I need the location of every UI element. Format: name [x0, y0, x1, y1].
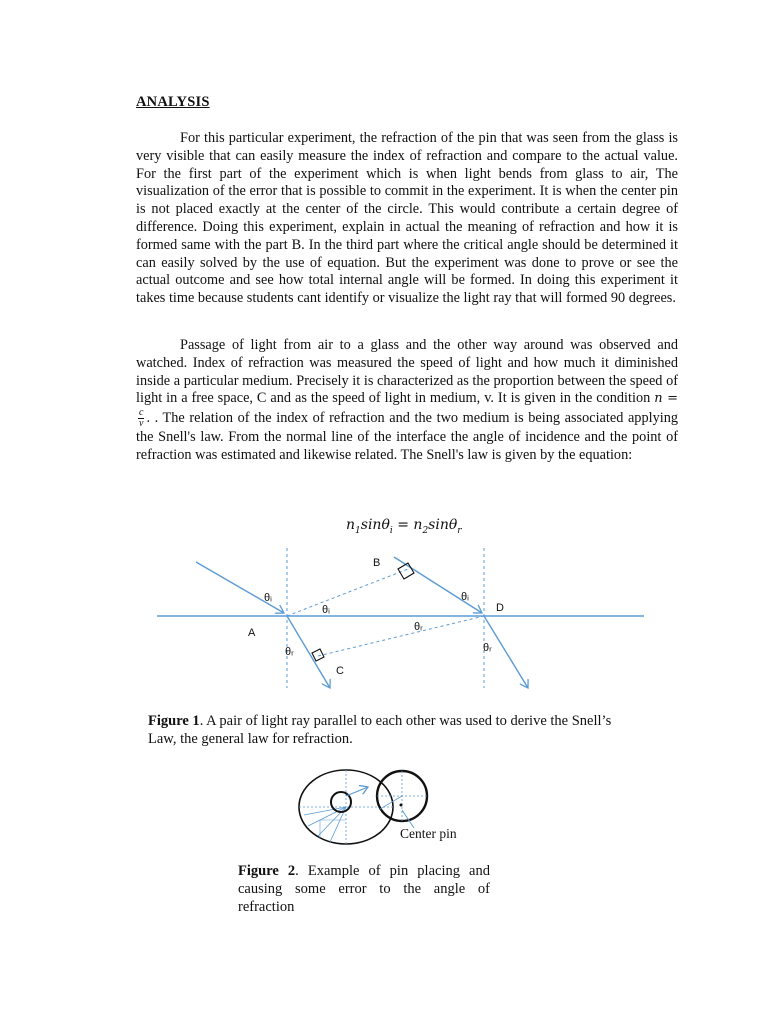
index-equation-lhs: n =: [654, 391, 679, 407]
wavefront-refracted: [318, 616, 484, 656]
section-heading: ANALYSIS: [136, 94, 210, 110]
label-theta-i-mid: θᵢ: [322, 604, 330, 616]
fraction-denominator: v: [139, 418, 144, 430]
eq-equals: =: [392, 517, 414, 533]
eq-sin2: sinθ: [428, 517, 458, 533]
label-theta-r-right: θᵣ: [483, 642, 492, 654]
figure-1-caption-label: Figure 1: [148, 713, 200, 729]
center-pin-label: Center pin: [400, 826, 457, 841]
figure-2-caption-text: . Example of pin placing and causing some error to the angle of refraction: [238, 863, 490, 915]
figure-2-caption-label: Figure 2: [238, 863, 296, 879]
incident-ray-left: [196, 562, 284, 613]
label-theta-r-left: θᵣ: [285, 646, 294, 658]
eq-sub-i: i: [389, 525, 393, 536]
figure-2-caption: [238, 862, 490, 916]
incident-ray-right: [394, 557, 482, 613]
eq-sub1: 1: [355, 525, 361, 536]
eq-sin1: sinθ: [360, 517, 390, 533]
fraction-numerator: c: [139, 407, 144, 419]
label-d: D: [496, 602, 504, 614]
label-b: B: [373, 557, 381, 569]
eq-sub2: 2: [422, 525, 429, 536]
eq-n2: n: [413, 517, 423, 533]
paragraph-2-after: . . The relation of the index of refraction and the two medium is being associated applying the Snell's law. From the normal line of the interface the angle of incidence and the point of refraction was estimated and likewise related. The Snell's law is given by the equation:: [136, 409, 678, 463]
label-theta-r-mid: θᵣ: [414, 621, 423, 633]
figure-1-caption: [148, 712, 628, 748]
wavefront-incident: [287, 569, 408, 616]
right-angle-marker-c: [312, 649, 324, 661]
label-c: C: [336, 665, 344, 677]
label-theta-i-left: θᵢ: [264, 592, 272, 604]
figure-1-caption-text: . A pair of light ray parallel to each other was used to derive the Snell’s Law, the general law for refraction.: [148, 713, 612, 747]
eq-sub-r: r: [457, 525, 462, 536]
paragraph-1-text: For this particular experiment, the refraction of the pin that was seen from the glass is very visible that can easily measure the index of refraction and compare to the actual value. For the first part of the experiment which is when light bends from glass to air, The visualization of the error that is possible to commit in the experiment. It is when the center pin is not placed exactly at the center of the circle. This would contribute a certain degree of difference. Doing this experiment, explain in actual the meaning of refraction and how it is formed same with the part B. In the third part where the critical angle should be determined it can easily solved by the use of equation. But the experiment was done to prove or see the actual outcome and see how total internal angle will be formed. In doing this experiment it takes time because students cant identify or visualize the light ray that will formed 90 degrees.: [136, 130, 678, 307]
paragraph-2-before: Passage of light from air to a glass and the other way around was observed and watched. Index of refraction was measured the speed of light and how much it diminished inside a particular medium. Precisely it is characterized as the proportion between the speed of light in a free space, C and as the speed of light in medium, v. It is given in the condition: [136, 337, 678, 407]
eq-n1: n: [346, 517, 356, 533]
label-theta-i-right: θᵢ: [461, 591, 469, 603]
label-a: A: [248, 627, 256, 639]
